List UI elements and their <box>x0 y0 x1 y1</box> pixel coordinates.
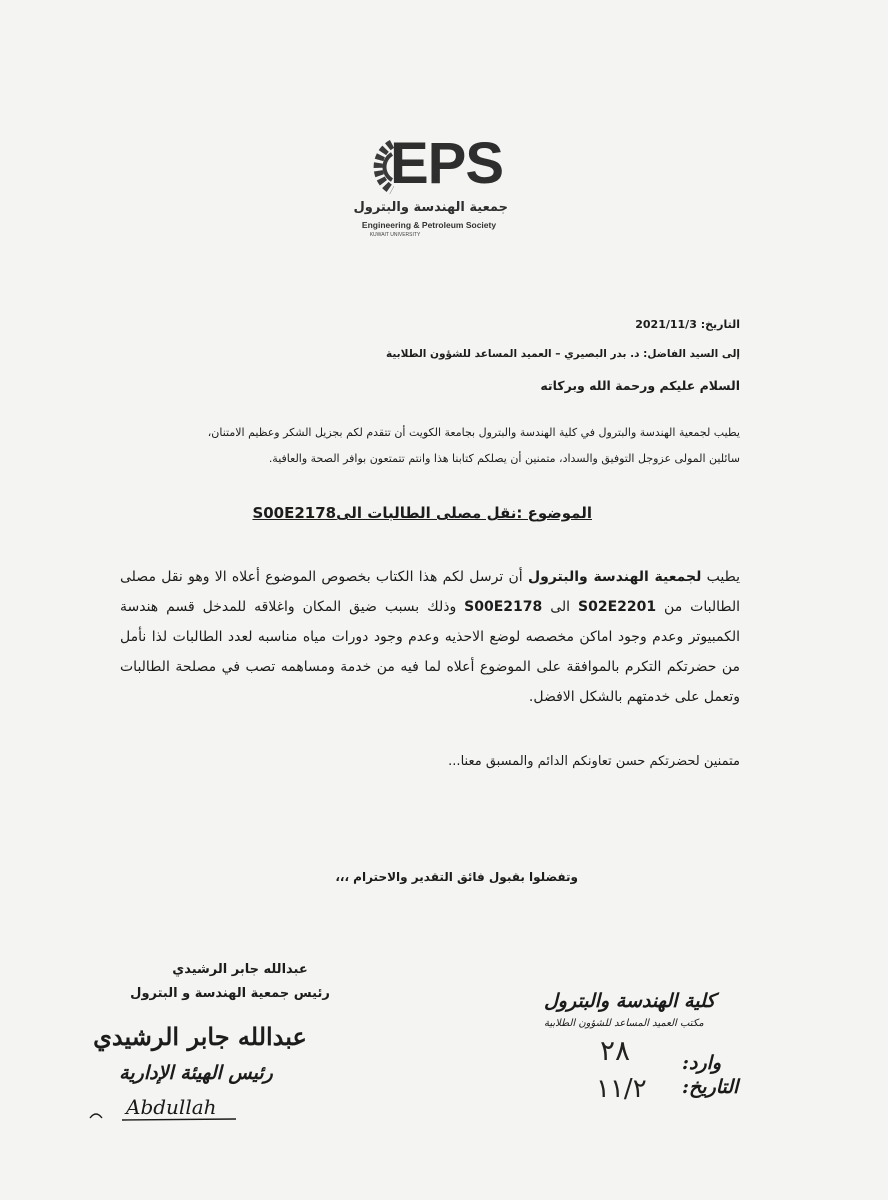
signature-text: Abdullah <box>126 1095 217 1119</box>
received-date-value: ١١/٢ <box>596 1074 647 1104</box>
room-from: S02E2201 <box>578 599 657 615</box>
body-text-2: أن ترسل لكم هذا الكتاب بخصوص الموضوع أعلاه الا وهو نقل مصلى الطالبات من <box>120 569 740 615</box>
letter-date: التاريخ: 2021/11/3 <box>635 318 740 331</box>
intro-line-2: سائلين المولى عزوجل التوفيق والسداد، متمنين أن يصلكم كتابنا هذا وانتم تتمتعون بوافر الصحة والعافية. <box>268 452 740 465</box>
recipient-line: إلى السيد الفاضل: د. بدر البصيري – العميد المساعد للشؤون الطلابية <box>386 348 740 360</box>
society-logo <box>350 132 520 252</box>
body-text-4: وذلك بسبب ضيق المكان واغلاقه للمدخل قسم هندسة الكمبيوتر وعدم وجود اماكن مخصصه لوضع الاحذيه وعدم وجود دورات مياه مناسبه لعدد الطالبات لذا نأمل من حضرتكم التكرم بالموافقة على الموضوع أعلاه لما فيه من خدمة ومساهمه تصب في مصلحة الطالبات وتعمل على خدمتهم بالشكل الافضل. <box>120 599 740 705</box>
logo-english-name: Engineering & Petroleum Society <box>361 220 497 230</box>
intro-paragraph <box>140 420 740 472</box>
logo-arabic-name: جمعية الهندسة والبترول <box>353 200 508 215</box>
stamp-role: رئيس الهيئة الإدارية <box>119 1062 273 1084</box>
greeting: السلام عليكم ورحمة الله وبركاته <box>540 378 740 393</box>
gear-icon <box>352 140 394 194</box>
body-text-3: الى <box>550 599 571 615</box>
body-text-1: يطيب <box>706 569 741 585</box>
closing-line: وتفضلوا بقبول فائق التقدير والاحترام ،،، <box>335 870 578 884</box>
received-stamp-incoming-label: وارد: <box>682 1052 722 1074</box>
body-paragraph <box>120 562 740 712</box>
received-stamp-date-label: التاريخ: <box>682 1076 739 1098</box>
handwritten-signature <box>86 1092 236 1128</box>
intro-line-1: يطيب لجمعية الهندسة والبترول في كلية الهندسة والبترول بجامعة الكويت أن تتقدم لكم بجزيل الشكر وعظيم الامتنان، <box>207 426 740 439</box>
logo-university: KUWAIT UNIVERSITY <box>369 232 421 238</box>
received-stamp-office: مكتب العميد المساعد للشؤون الطلابية <box>544 1018 704 1029</box>
subject-line: الموضوع :نقل مصلى الطالبات الىS00E2178 <box>252 504 592 522</box>
society-name: لجمعية الهندسة والبترول <box>527 569 702 585</box>
received-stamp-college: كلية الهندسة والبترول <box>544 990 716 1012</box>
signatory-role: رئيس جمعية الهندسة و البترول <box>130 986 330 1001</box>
room-to: S00E2178 <box>464 599 543 615</box>
logo-wordmark: EPS <box>390 131 504 196</box>
thanks-line: متمنين لحضرتكم حسن تعاونكم الدائم والمسبق معنا... <box>448 754 740 769</box>
signatory-name: عبدالله جابر الرشيدي <box>172 962 308 977</box>
received-incoming-number: ٢٨ <box>600 1034 631 1067</box>
stamp-name: عبدالله جابر الرشيدي <box>93 1022 307 1051</box>
